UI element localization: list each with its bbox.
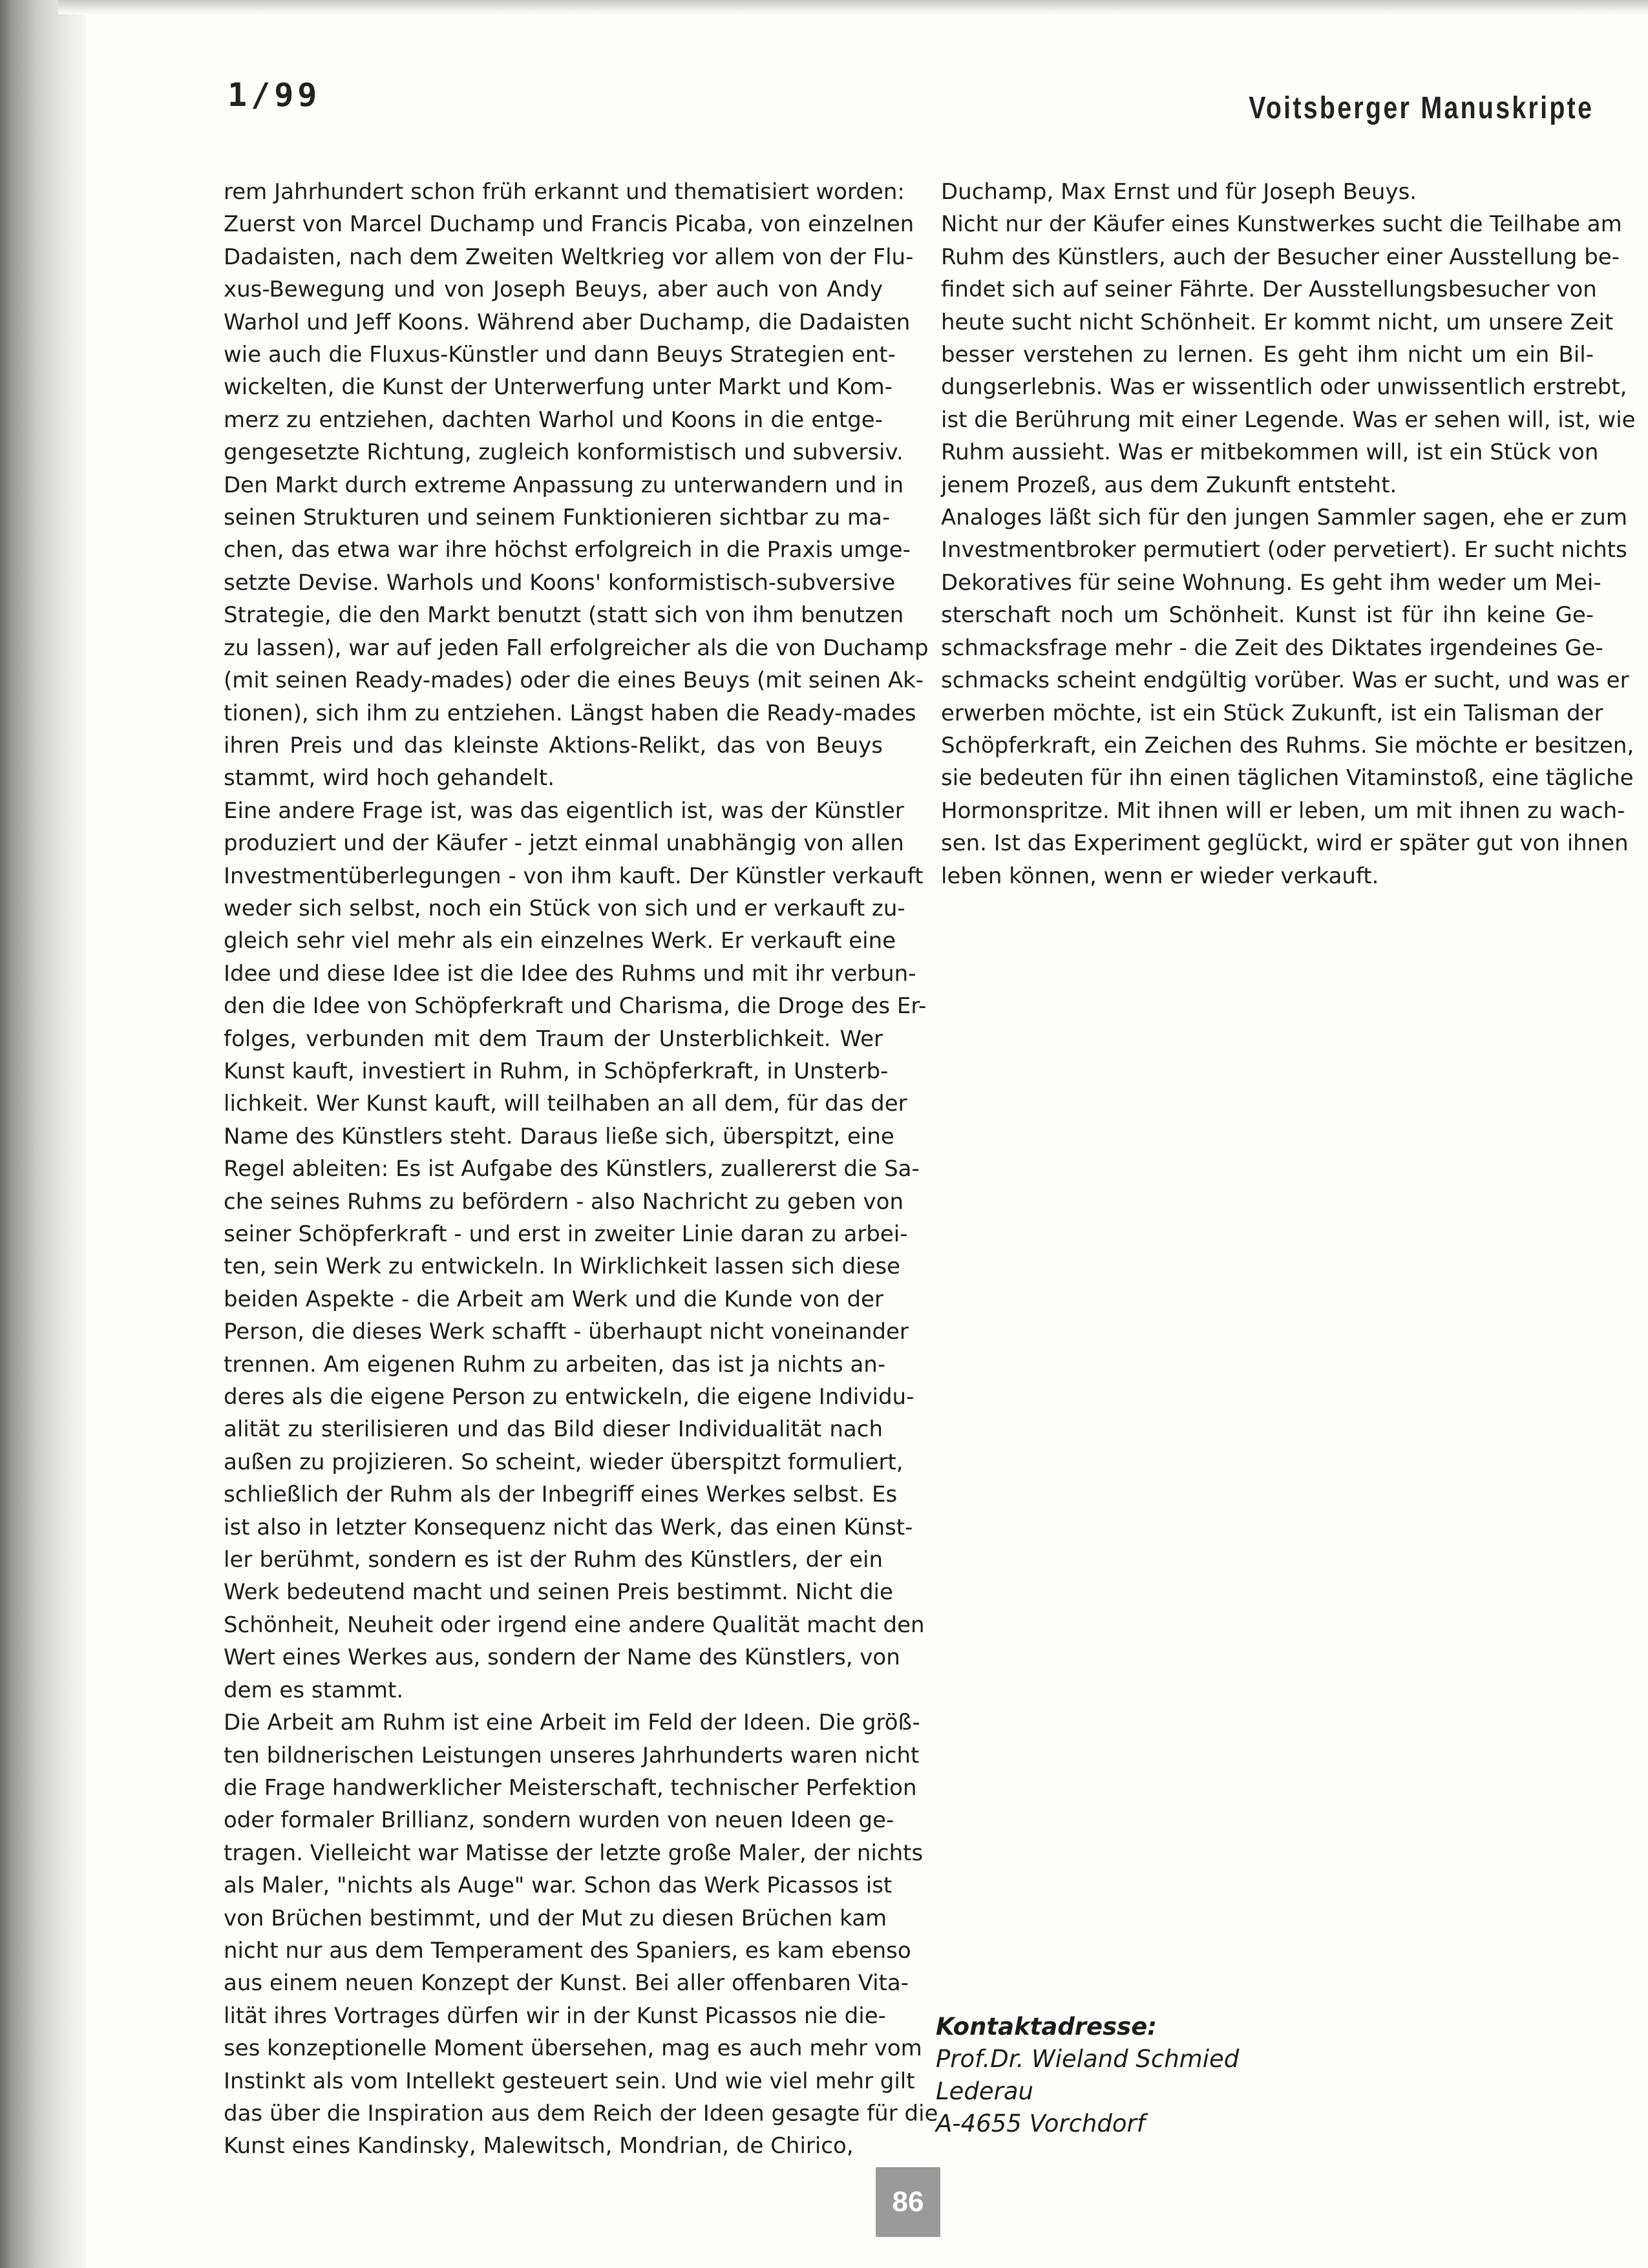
text-line: den die Idee von Schöpferkraft und Charisma, die Droge des Er- — [224, 993, 927, 1020]
text-line: gleich sehr viel mehr als ein einzelnes Werk. Er verkauft eine — [224, 928, 896, 954]
text-line: Kunst eines Kandinsky, Malewitsch, Mondrian, de Chirico, — [224, 2133, 854, 2159]
text-line: schmacks scheint endgültig vorüber. Was er sucht, und was er — [941, 667, 1629, 694]
book-binding-shadow — [0, 0, 87, 2268]
text-line: tionen), sich ihm zu entziehen. Längst haben die Ready-mades — [224, 700, 916, 726]
text-line: stammt, wird hoch gehandelt. — [224, 765, 555, 792]
text-line: leben können, wenn er wieder verkauft. — [941, 863, 1379, 889]
text-line: als Maler, "nichts als Auge" war. Schon das Werk Picassos ist — [224, 1873, 893, 1899]
right-column — [941, 176, 1636, 892]
left-column — [224, 176, 938, 2163]
text-line: Hormonspritze. Mit ihnen will er leben, um mit ihnen zu wach- — [941, 797, 1625, 824]
text-line: alität zu sterilisieren und das Bild dieser Individualität nach — [224, 1416, 883, 1443]
text-line: Schöpferkraft, ein Zeichen des Ruhms. Sie möchte er besitzen, — [941, 732, 1634, 759]
text-line: chen, das etwa war ihre höchst erfolgreich in die Praxis umge- — [224, 537, 911, 563]
text-line: Investmentüberlegungen - von ihm kauft. Der Künstler verkauft — [224, 863, 924, 889]
text-line: weder sich selbst, noch ein Stück von sich und er verkauft zu- — [224, 895, 905, 921]
text-line: merz zu entziehen, dachten Warhol und Koons in die entge- — [224, 406, 883, 433]
text-line: sie bedeuten für ihn einen täglichen Vitaminstoß, eine tägliche — [941, 765, 1634, 792]
contact-name: Prof.Dr. Wieland Schmied — [936, 2045, 1240, 2073]
text-line: ist also in letzter Konsequenz nicht das Werk, das einen Künst- — [224, 1514, 913, 1540]
text-line: Dekoratives für seine Wohnung. Es geht ihm weder um Mei- — [941, 569, 1601, 596]
text-line: wie auch die Fluxus-Künstler und dann Beuys Strategien ent- — [224, 342, 896, 368]
text-line: oder formaler Brillianz, sondern wurden von neuen Ideen ge- — [224, 1807, 894, 1834]
text-line: setzte Devise. Warhols und Koons' konformistisch-subversive — [224, 569, 896, 596]
page-top-edge — [58, 0, 1648, 14]
contact-heading: Kontaktadresse: — [936, 2013, 1157, 2041]
text-line: Eine andere Frage ist, was das eigentlich ist, was der Künstler — [224, 797, 904, 824]
text-line: beiden Aspekte - die Arbeit am Werk und die Kunde von der — [224, 1286, 883, 1312]
text-line: Dadaisten, nach dem Zweiten Weltkrieg vor allem von der Flu- — [224, 244, 914, 270]
text-line: gengesetzte Richtung, zugleich konformistisch und subversiv. — [224, 439, 903, 466]
text-line: Wert eines Werkes aus, sondern der Name des Künstlers, von — [224, 1644, 900, 1671]
text-line: findet sich auf seiner Fährte. Der Ausstellungsbesucher von — [941, 277, 1597, 303]
text-line: produziert und der Käufer - jetzt einmal unabhängig von allen — [224, 830, 904, 857]
text-line: tragen. Vielleicht war Matisse der letzte große Maler, der nichts — [224, 1840, 924, 1866]
text-line: Warhol und Jeff Koons. Während aber Duchamp, die Dadaisten — [224, 309, 911, 335]
text-line: jenem Prozeß, aus dem Zukunft entsteht. — [941, 472, 1397, 498]
contact-place: Lederau — [936, 2077, 1033, 2105]
text-line: aus einem neuen Konzept der Kunst. Bei aller offenbaren Vita- — [224, 1970, 909, 1997]
text-line: nicht nur aus dem Temperament des Spaniers, es kam ebenso — [224, 1937, 911, 1964]
text-line: Duchamp, Max Ernst und für Joseph Beuys. — [941, 179, 1417, 205]
text-line: Ruhm des Künstlers, auch der Besucher einer Ausstellung be- — [941, 244, 1620, 270]
text-line: Die Arbeit am Ruhm ist eine Arbeit im Feld der Ideen. Die größ- — [224, 1710, 920, 1736]
text-line: seinen Strukturen und seinem Funktionieren sichtbar zu ma- — [224, 505, 891, 531]
text-line: die Frage handwerklicher Meisterschaft, technischer Perfektion — [224, 1774, 917, 1801]
text-line: ten, sein Werk zu entwickeln. In Wirklichkeit lassen sich diese — [224, 1254, 901, 1280]
right-column-paragraph — [941, 208, 1636, 501]
contact-block — [936, 2011, 1239, 2140]
text-line: folges, verbunden mit dem Traum der Unsterblichkeit. Wer — [224, 1025, 883, 1052]
text-line: dungserlebnis. Was er wissentlich oder unwissentlich erstrebt, — [941, 374, 1627, 401]
text-line: heute sucht nicht Schönheit. Er kommt nicht, um unsere Zeit — [941, 309, 1614, 335]
text-line: rem Jahrhundert schon früh erkannt und thematisiert worden: — [224, 179, 905, 205]
text-line: ihren Preis und das kleinste Aktions-Relikt, das von Beuys — [224, 732, 883, 759]
text-line: lität ihres Vortrages dürfen wir in der Kunst Picassos nie die- — [224, 2002, 886, 2029]
right-column-paragraph — [941, 176, 1594, 208]
text-line: zu lassen), war auf jeden Fall erfolgreicher als die von Duchamp — [224, 635, 929, 661]
text-line: seiner Schöpferkraft - und erst in zweiter Linie daran zu arbei- — [224, 1221, 908, 1247]
text-line: Schönheit, Neuheit oder irgend eine andere Qualität macht den — [224, 1612, 925, 1638]
text-line: schmacksfrage mehr - die Zeit des Diktates irgendeines Ge- — [941, 635, 1603, 661]
journal-title: Voitsberger Manuskripte — [1248, 91, 1594, 125]
text-line: Den Markt durch extreme Anpassung zu unterwandern und in — [224, 472, 904, 498]
text-line: Idee und diese Idee ist die Idee des Ruhms und mit ihr verbun- — [224, 960, 916, 987]
text-line: sen. Ist das Experiment geglückt, wird er später gut von ihnen — [941, 830, 1629, 857]
contact-postal-address: A-4655 Vorchdorf — [936, 2110, 1145, 2137]
text-line: (mit seinen Ready-mades) oder die eines Beuys (mit seinen Ak- — [224, 667, 924, 694]
text-line: wickelten, die Kunst der Unterwerfung unter Markt und Kom- — [224, 374, 893, 401]
text-line: Investmentbroker permutiert (oder pervetiert). Er sucht nichts — [941, 537, 1627, 563]
text-line: xus-Bewegung und von Joseph Beuys, aber auch von Andy — [224, 277, 883, 303]
text-line: Zuerst von Marcel Duchamp und Francis Picaba, von einzelnen — [224, 211, 914, 238]
text-line: ler berühmt, sondern es ist der Ruhm des Künstlers, der ein — [224, 1547, 883, 1573]
text-line: von Brüchen bestimmt, und der Mut zu diesen Brüchen kam — [224, 1905, 887, 1931]
issue-number: 1/99 — [227, 76, 321, 114]
text-line: Person, die dieses Werk schafft - überhaupt nicht voneinander — [224, 1319, 909, 1345]
text-line: Regel ableiten: Es ist Aufgabe des Künstlers, zuallererst die Sa- — [224, 1156, 920, 1182]
text-line: ist die Berührung mit einer Legende. Was er sehen will, ist, wie — [941, 406, 1636, 433]
text-line: das über die Inspiration aus dem Reich der Ideen gesagte für die — [224, 2100, 938, 2126]
text-line: sterschaft noch um Schönheit. Kunst ist für ihn keine Ge- — [941, 602, 1594, 629]
text-line: Analoges läßt sich für den jungen Sammler sagen, ehe er zum — [941, 505, 1627, 531]
text-line: deres als die eigene Person zu entwickeln, die eigene Individu- — [224, 1384, 914, 1411]
text-line: Kunst kauft, investiert in Ruhm, in Schöpferkraft, in Unsterb- — [224, 1058, 889, 1084]
left-column-paragraph — [224, 176, 929, 795]
text-line: schließlich der Ruhm als der Inbegriff eines Werkes selbst. Es — [224, 1482, 898, 1508]
text-line: ten bildnerischen Leistungen unseres Jahrhunderts waren nicht — [224, 1742, 920, 1769]
left-column-paragraph — [224, 1706, 938, 2163]
text-line: Name des Künstlers steht. Daraus ließe sich, überspitzt, eine — [224, 1123, 894, 1150]
text-line: lichkeit. Wer Kunst kauft, will teilhaben an all dem, für das der — [224, 1091, 907, 1117]
text-line: Werk bedeutend macht und seinen Preis bestimmt. Nicht die — [224, 1579, 893, 1606]
text-line: erwerben möchte, ist ein Stück Zukunft, ist ein Talisman der — [941, 700, 1603, 726]
page-number: 86 — [876, 2167, 940, 2237]
text-line: ses konzeptionelle Moment übersehen, mag es auch mehr vom — [224, 2035, 922, 2062]
text-line: Ruhm aussieht. Was er mitbekommen will, ist ein Stück von — [941, 439, 1599, 466]
text-line: che seines Ruhms zu befördern - also Nachricht zu geben von — [224, 1188, 903, 1215]
text-line: trennen. Am eigenen Ruhm zu arbeiten, das ist ja nichts an- — [224, 1351, 886, 1378]
text-line: Strategie, die den Markt benutzt (statt sich von ihm benutzen — [224, 602, 904, 629]
text-line: dem es stammt. — [224, 1677, 404, 1703]
text-line: außen zu projizieren. So scheint, wieder überspitzt formuliert, — [224, 1449, 903, 1475]
text-line: besser verstehen zu lernen. Es geht ihm nicht um ein Bil- — [941, 342, 1594, 368]
right-column-paragraph — [941, 501, 1634, 892]
text-line: Instinkt als vom Intellekt gesteuert sein. Und wie viel mehr gilt — [224, 2068, 915, 2094]
text-line: Nicht nur der Käufer eines Kunstwerkes sucht die Teilhabe am — [941, 211, 1622, 238]
left-column-paragraph — [224, 795, 927, 1706]
